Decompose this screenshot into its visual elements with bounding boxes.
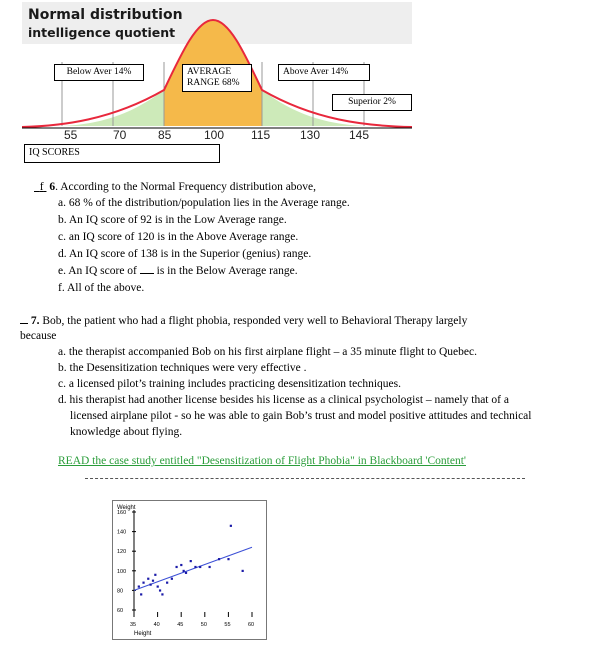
data-point (147, 578, 149, 580)
y-axis-label: Weight (117, 505, 136, 511)
data-point (150, 584, 152, 586)
x-tick-label: 35 (130, 622, 137, 628)
question-7-stem (20, 313, 467, 329)
y-tick-label: 100 (117, 568, 127, 575)
q6-option-c: c. an IQ score of 120 is in the Above Average range. (58, 231, 299, 243)
x-axis-label: Height (134, 631, 152, 637)
q7-option-b: b. the Desensitization techniques were very effective . (58, 362, 307, 374)
question-number: 6 (49, 181, 56, 193)
scatter-plot (112, 500, 267, 640)
axis-tick: 130 (300, 128, 321, 142)
axis-tick: 100 (204, 128, 225, 142)
question-7-stem-line2: because (20, 330, 57, 342)
data-point (175, 566, 177, 568)
fill-in-blank (140, 273, 154, 274)
q6-option-d: d. An IQ score of 138 is in the Superior (genius) range. (58, 248, 312, 260)
axis-tick: 145 (349, 128, 370, 142)
data-point (161, 593, 163, 595)
data-point (185, 572, 187, 574)
data-point (140, 593, 142, 595)
data-point (230, 525, 232, 527)
data-point (183, 570, 185, 572)
question-text-line1: Bob, the patient who had a flight phobia, responded very well to Behavioral Therapy largely (42, 315, 468, 327)
above-average-box: Above Aver 14% (278, 64, 370, 81)
y-tick-label: 80 (117, 588, 124, 595)
q6-option-e (58, 263, 298, 279)
data-point (166, 582, 168, 584)
axis-tick: 115 (251, 128, 271, 142)
q7-option-c: c. a licensed pilot’s training includes practicing desensitization techniques. (58, 378, 401, 390)
answer-blank: f (39, 181, 44, 193)
question-6-stem (34, 179, 316, 195)
average-range-box (182, 64, 252, 92)
iq-scores-box: IQ SCORES (24, 144, 220, 163)
y-tick-label: 60 (117, 608, 124, 614)
superior-box: Superior 2% (332, 94, 412, 111)
case-study-link[interactable]: READ the case study entitled "Desensitization of Flight Phobia" in Blackboard 'Content' (58, 455, 466, 467)
data-point (190, 560, 192, 562)
data-point (154, 574, 156, 576)
data-point (159, 589, 161, 591)
y-tick-label: 140 (117, 529, 127, 536)
x-tick-label: 40 (153, 622, 160, 628)
q6-option-f: f. All of the above. (58, 282, 145, 294)
average-label-line2: RANGE 68% (187, 78, 240, 88)
x-tick-label: 50 (200, 622, 207, 628)
data-point (199, 566, 201, 568)
q6-option-e-end: is in the Below Average range. (156, 265, 298, 277)
axis-tick: 85 (158, 128, 172, 142)
q7-option-d: d. his therapist had another license besides his license as a clinical psychologist – namely that of a (58, 394, 509, 406)
data-point (242, 570, 244, 572)
normal-distribution-figure (22, 2, 412, 150)
data-point (194, 566, 196, 568)
q6-option-b: b. An IQ score of 92 is in the Low Average range. (58, 214, 287, 226)
scatter-plot-figure (112, 500, 267, 640)
q7-option-d-line2: licensed airplane pilot - so he was able to gain Bob’s trust and model positive attitudes and technical (70, 410, 532, 422)
data-point (180, 564, 182, 566)
data-point (218, 558, 220, 560)
question-text: . According to the Normal Frequency distribution above, (55, 181, 317, 193)
x-tick-label: 55 (224, 622, 231, 628)
q7-option-a: a. the therapist accompanied Bob on his first airplane flight – a 35 minute flight to Quebec. (58, 346, 477, 358)
data-point (152, 580, 154, 582)
x-tick-label: 60 (248, 622, 255, 628)
answer-blank (20, 323, 28, 324)
q6-option-e-start: e. An IQ score of (58, 265, 137, 277)
data-point (227, 558, 229, 560)
x-tick-label: 45 (177, 622, 184, 628)
q6-option-a: a. 68 % of the distribution/population lies in the Average range. (58, 197, 350, 209)
dashed-divider (85, 478, 525, 479)
data-point (171, 578, 173, 580)
y-tick-label: 120 (117, 549, 127, 556)
figure-subtitle: intelligence quotient (28, 25, 176, 40)
below-average-box: Below Aver 14% (54, 64, 144, 81)
data-point (138, 585, 140, 587)
figure-title: Normal distribution (28, 7, 183, 23)
axis-tick: 55 (64, 128, 78, 142)
q7-option-d-line3: knowledge about flying. (70, 426, 183, 438)
data-point (157, 585, 159, 587)
data-point (209, 566, 211, 568)
question-number: 7. (30, 315, 40, 327)
axis-tick: 70 (113, 128, 127, 142)
data-point (142, 582, 144, 584)
y-tick-label: 160 (117, 510, 127, 516)
average-label-line1: AVERAGE (187, 67, 232, 77)
